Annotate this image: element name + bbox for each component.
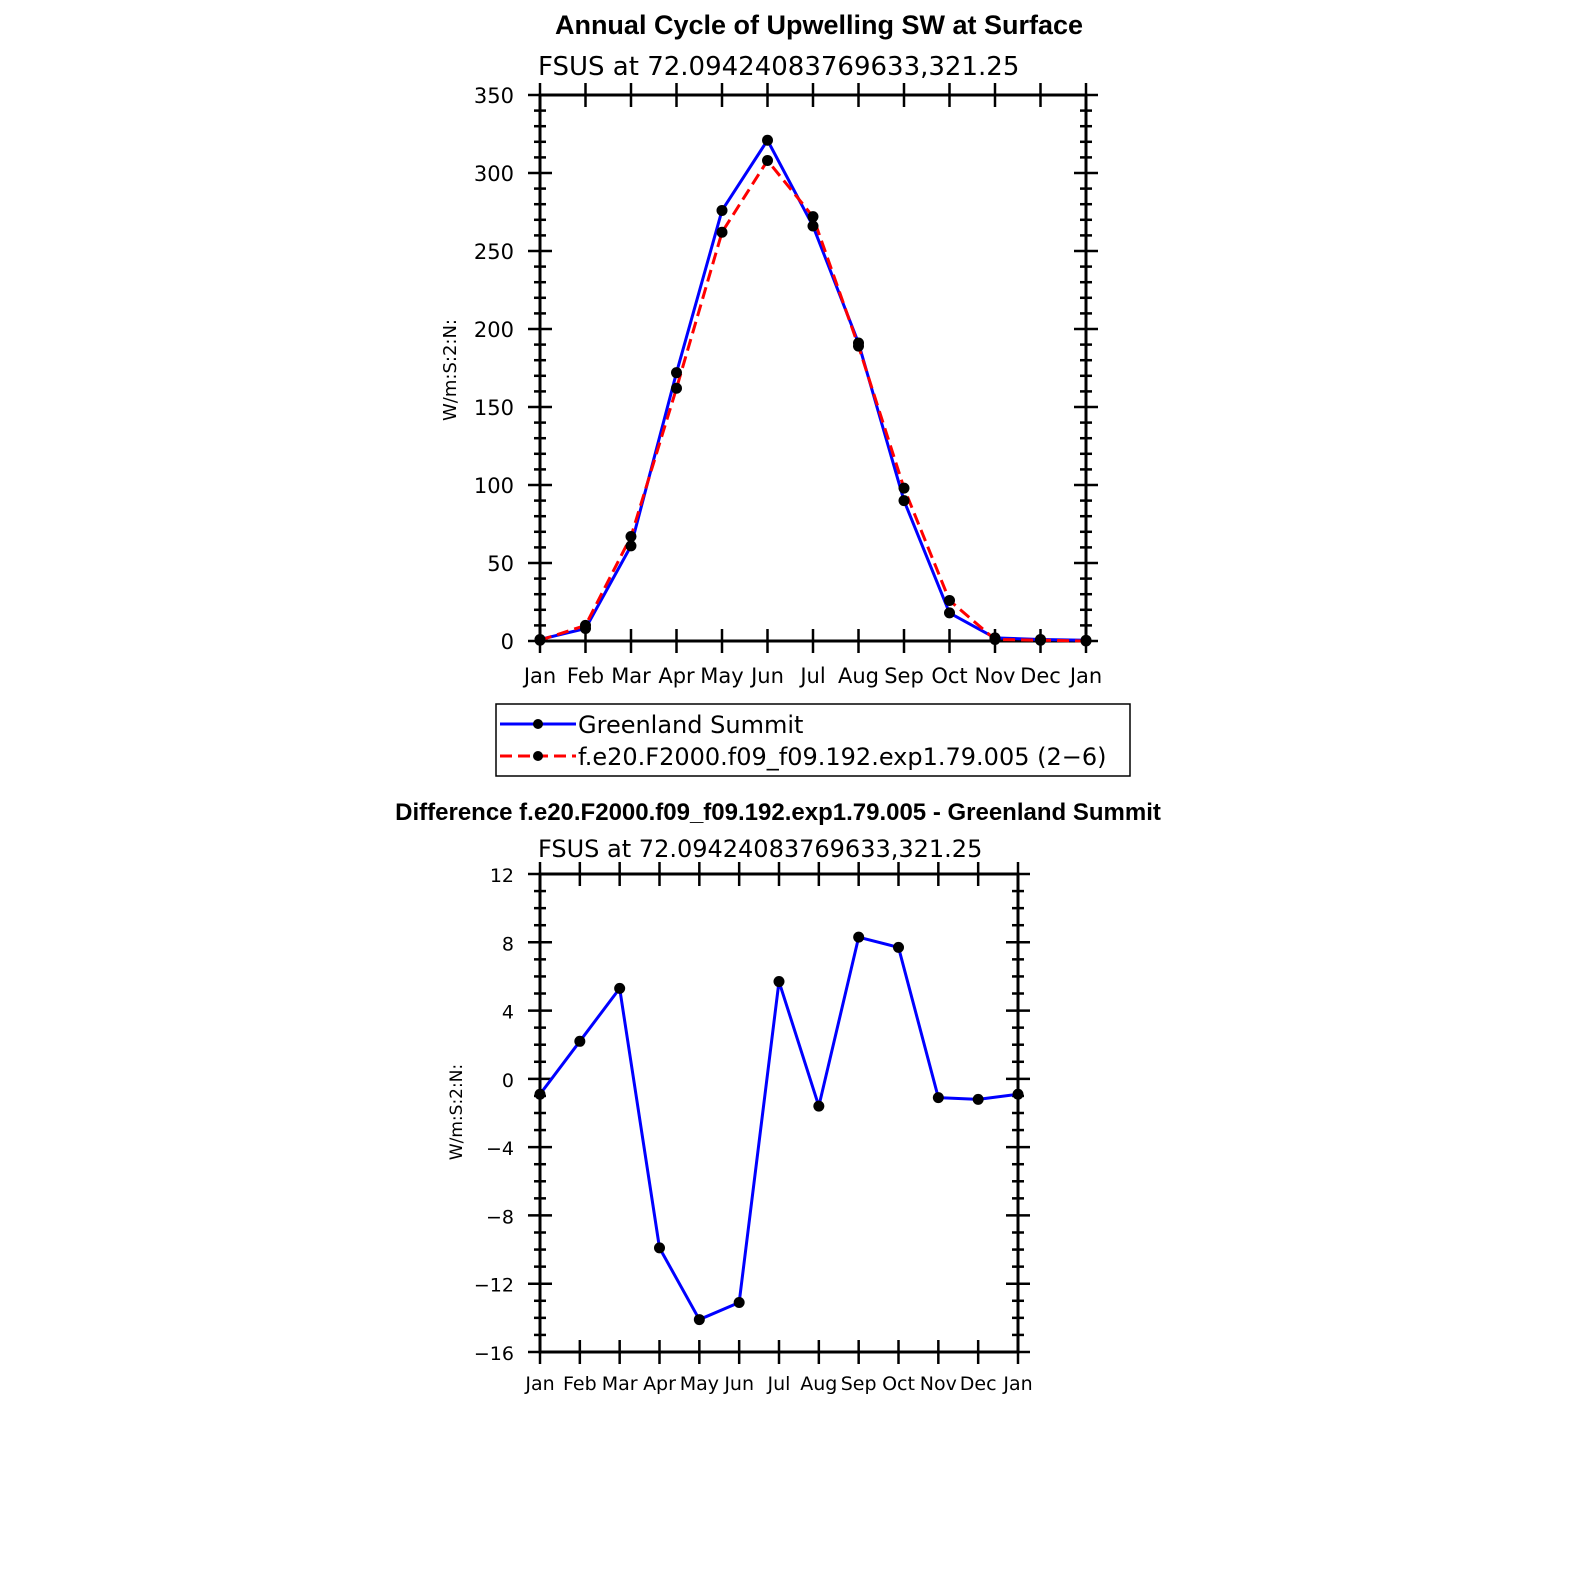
x-tick-label: Sep [840, 1373, 877, 1395]
legend-marker-greenland-summit [533, 719, 543, 729]
x-tick-label: Jul [767, 1373, 791, 1395]
x-tick-label: Sep [884, 664, 924, 688]
x-tick-label: Jan [525, 1373, 555, 1395]
y-tick-label: 0 [500, 630, 514, 654]
chart-title: Annual Cycle of Upwelling SW at Surface [554, 10, 1084, 40]
data-point-s1-11 [1035, 635, 1046, 646]
y-tick-label: 100 [473, 474, 514, 498]
data-point-s0-4 [717, 205, 728, 216]
data-point-s0-5 [734, 1297, 745, 1308]
data-point-s1-9 [944, 595, 955, 606]
x-tick-label: Feb [563, 1373, 597, 1395]
data-point-s0-0 [535, 1089, 546, 1100]
chart-title: Difference f.e20.F2000.f09_f09.192.exp1.79.005 - Greenland Summit [395, 799, 1161, 826]
legend-marker-model [533, 751, 543, 761]
data-point-s1-6 [808, 211, 819, 222]
x-tick-label: Feb [566, 664, 605, 688]
y-tick-label: 200 [473, 318, 514, 342]
y-tick-label: 150 [473, 396, 514, 420]
x-tick-label: Oct [931, 664, 968, 688]
x-tick-label: Nov [974, 664, 1016, 688]
data-point-s1-8 [899, 483, 910, 494]
data-point-s0-8 [853, 932, 864, 943]
x-tick-label: Aug [800, 1373, 838, 1395]
x-tick-label: Aug [837, 664, 880, 688]
data-point-s0-2 [626, 540, 637, 551]
y-tick-label: −8 [485, 1206, 514, 1229]
x-tick-label: Apr [658, 664, 695, 688]
data-point-s0-12 [1013, 1089, 1024, 1100]
x-tick-label: Mar [601, 1373, 638, 1395]
y-axis-label: W/m:S:2:N: [447, 1063, 467, 1161]
data-point-s1-0 [535, 635, 546, 646]
x-tick-labels [524, 1373, 1032, 1395]
data-point-s0-1 [574, 1036, 585, 1047]
x-tick-label: May [679, 1373, 719, 1395]
y-tick-label: 350 [473, 84, 514, 108]
legend-label-greenland-summit: Greenland Summit [578, 711, 804, 739]
data-point-s0-5 [762, 135, 773, 146]
x-tick-label: Jun [724, 1373, 755, 1395]
x-tick-label: Oct [882, 1373, 915, 1395]
y-tick-label: 250 [473, 240, 514, 264]
series-lines [540, 937, 1018, 1319]
x-tick-label: Mar [611, 664, 651, 688]
data-point-s1-2 [626, 531, 637, 542]
y-tick-label: 0 [501, 1069, 514, 1092]
difference-chart [395, 799, 1161, 1395]
axis-ticks [528, 862, 1030, 1364]
x-tick-label: Jul [800, 664, 826, 688]
x-tick-label: Jan [1069, 664, 1103, 688]
y-tick-label: −12 [473, 1274, 514, 1297]
legend-label-model: f.e20.F2000.f09_f09.192.exp1.79.005 (2−6) [578, 743, 1107, 771]
y-tick-label: −16 [473, 1343, 514, 1365]
y-tick-label: 12 [489, 865, 514, 887]
plot-frame [540, 874, 1018, 1352]
data-point-s1-10 [990, 634, 1001, 645]
y-tick-label: 4 [501, 1001, 514, 1024]
data-point-s0-9 [893, 942, 904, 953]
y-tick-labels [474, 865, 514, 1365]
chart-subtitle: FSUS at 72.09424083769633,321.25 [538, 52, 1020, 82]
data-point-s0-8 [899, 495, 910, 506]
y-tick-label: 50 [487, 552, 514, 576]
series-line-1 [540, 161, 1086, 641]
annual-cycle-chart [440, 10, 1130, 776]
x-tick-label: Dec [1020, 664, 1061, 688]
x-tick-label: Jan [523, 664, 557, 688]
data-point-s0-6 [808, 221, 819, 232]
data-point-s1-4 [717, 227, 728, 238]
data-point-s1-3 [671, 383, 682, 394]
y-axis-label: W/m:S:2:N: [440, 319, 461, 421]
y-tick-label: −4 [485, 1138, 514, 1161]
x-tick-label: Jun [751, 664, 784, 688]
series-line-0 [540, 937, 1018, 1319]
data-point-s0-7 [813, 1101, 824, 1112]
x-tick-label: Nov [919, 1373, 957, 1395]
data-point-s0-9 [944, 607, 955, 618]
data-point-s0-6 [774, 976, 785, 987]
x-tick-label: May [700, 664, 744, 688]
x-tick-label: Jan [1003, 1373, 1033, 1395]
data-point-s0-11 [973, 1094, 984, 1105]
chart-subtitle: FSUS at 72.09424083769633,321.25 [538, 835, 983, 863]
legend [496, 704, 1130, 776]
y-tick-labels [474, 84, 514, 654]
x-tick-labels [522, 664, 1102, 688]
data-point-s0-3 [671, 367, 682, 378]
x-tick-label: Apr [643, 1373, 676, 1395]
data-point-s0-3 [654, 1242, 665, 1253]
data-point-s0-10 [933, 1092, 944, 1103]
plot-frame [540, 95, 1086, 641]
data-point-s1-5 [762, 155, 773, 166]
data-point-s0-2 [614, 983, 625, 994]
y-tick-label: 8 [501, 933, 514, 956]
data-point-s1-12 [1081, 636, 1092, 647]
data-point-s1-7 [853, 341, 864, 352]
data-point-s1-1 [580, 620, 591, 631]
x-tick-label: Dec [959, 1373, 997, 1395]
data-point-s0-4 [694, 1314, 705, 1325]
y-tick-label: 300 [473, 162, 514, 186]
